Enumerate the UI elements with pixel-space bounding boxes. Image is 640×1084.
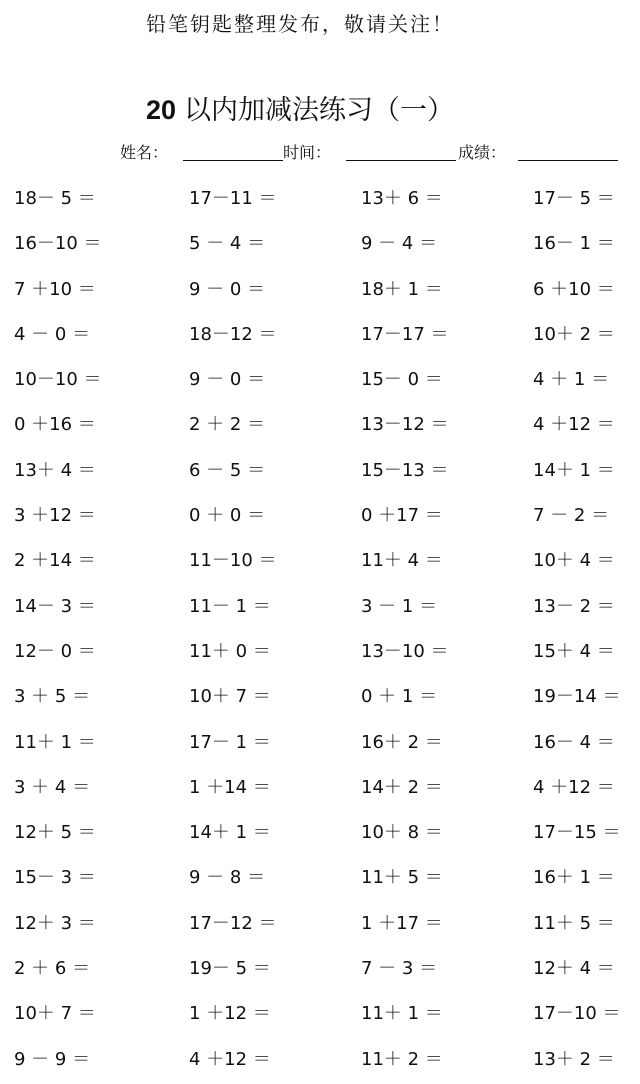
problem-item: 11－10 ＝ <box>189 550 277 572</box>
time-blank[interactable] <box>346 160 456 161</box>
problem-item: 13＋ 2 ＝ <box>533 1048 615 1070</box>
problem-row <box>0 495 640 540</box>
problem-item: 10－10 ＝ <box>14 369 102 391</box>
problem-item: 4 ＋12 ＝ <box>533 776 615 798</box>
problem-item: 12＋ 4 ＝ <box>533 958 615 980</box>
problem-item: 14＋ 2 ＝ <box>361 776 443 798</box>
student-info-line <box>120 140 630 166</box>
problem-item: 16＋ 2 ＝ <box>361 731 443 753</box>
problem-item: 11＋ 0 ＝ <box>189 640 271 662</box>
problem-item: 10＋ 4 ＝ <box>533 550 615 572</box>
problem-row <box>0 450 640 495</box>
problem-row <box>0 903 640 948</box>
problem-row <box>0 631 640 676</box>
problem-item: 19－ 5 ＝ <box>189 958 271 980</box>
problem-row <box>0 586 640 631</box>
problem-item: 5 － 4 ＝ <box>189 233 266 255</box>
problem-item: 9 － 9 ＝ <box>14 1048 91 1070</box>
problem-item: 11＋ 2 ＝ <box>361 1048 443 1070</box>
problem-item: 16－10 ＝ <box>14 233 102 255</box>
problem-row <box>0 722 640 767</box>
worksheet-title <box>0 88 600 127</box>
problem-item: 18－ 5 ＝ <box>14 188 96 209</box>
problem-item: 11＋ 5 ＝ <box>361 867 443 889</box>
problem-row <box>0 857 640 902</box>
problem-item: 1 ＋14 ＝ <box>189 776 271 798</box>
problem-item: 2 ＋14 ＝ <box>14 550 96 572</box>
problem-item: 4 － 0 ＝ <box>14 323 91 345</box>
problem-item: 3 － 1 ＝ <box>361 595 438 617</box>
problem-item: 14＋ 1 ＝ <box>533 459 615 481</box>
problem-item: 12－ 0 ＝ <box>14 640 96 662</box>
problem-item: 16＋ 1 ＝ <box>533 867 615 889</box>
problem-item: 12＋ 5 ＝ <box>14 822 96 844</box>
problem-item: 6 ＋10 ＝ <box>533 278 615 300</box>
problem-item: 15＋ 4 ＝ <box>533 640 615 662</box>
problem-item: 6 － 5 ＝ <box>189 459 266 481</box>
problem-item: 4 ＋12 ＝ <box>189 1048 271 1070</box>
problem-item: 15－ 3 ＝ <box>14 867 96 889</box>
problem-item: 15－ 0 ＝ <box>361 369 443 391</box>
problem-row <box>0 676 640 721</box>
problem-item: 0 ＋ 0 ＝ <box>189 505 266 527</box>
problem-item: 18＋ 1 ＝ <box>361 278 443 300</box>
problem-item: 0 ＋17 ＝ <box>361 505 443 527</box>
problem-row <box>0 269 640 314</box>
problem-item: 11－ 1 ＝ <box>189 595 271 617</box>
problem-item: 18－12 ＝ <box>189 323 277 345</box>
problem-item: 2 ＋ 6 ＝ <box>14 958 91 980</box>
problem-item: 0 ＋ 1 ＝ <box>361 686 438 708</box>
problem-item: 17－12 ＝ <box>189 912 277 934</box>
problem-item: 14－ 3 ＝ <box>14 595 96 617</box>
problem-row <box>0 812 640 857</box>
problem-item: 17－ 5 ＝ <box>533 188 615 209</box>
title-text: 以内加减法练习（一） <box>184 95 455 126</box>
problem-row <box>0 404 640 449</box>
problem-item: 13－12 ＝ <box>361 414 449 436</box>
publisher-banner: 铅笔钥匙整理发布，敬请关注！ <box>146 12 454 36</box>
problem-row <box>0 223 640 268</box>
problem-item: 7 ＋10 ＝ <box>14 278 96 300</box>
problem-item: 15－13 ＝ <box>361 459 449 481</box>
name-blank[interactable] <box>183 160 283 161</box>
problem-item: 9 － 8 ＝ <box>189 867 266 889</box>
problem-item: 7 － 3 ＝ <box>361 958 438 980</box>
problem-item: 13－ 2 ＝ <box>533 595 615 617</box>
problem-item: 1 ＋12 ＝ <box>189 1003 271 1025</box>
problem-item: 4 ＋12 ＝ <box>533 414 615 436</box>
problem-item: 11＋ 5 ＝ <box>533 912 615 934</box>
problem-item: 16－ 1 ＝ <box>533 233 615 255</box>
problem-item: 11＋ 1 ＝ <box>361 1003 443 1025</box>
problem-row <box>0 993 640 1038</box>
problem-item: 1 ＋17 ＝ <box>361 912 443 934</box>
time-label: 时间： <box>283 143 332 162</box>
problem-item: 10＋ 8 ＝ <box>361 822 443 844</box>
problem-item: 10＋ 7 ＝ <box>189 686 271 708</box>
problem-item: 13－10 ＝ <box>361 640 449 662</box>
problem-item: 12＋ 3 ＝ <box>14 912 96 934</box>
problem-row <box>0 314 640 359</box>
problem-item: 4 ＋ 1 ＝ <box>533 369 610 391</box>
problem-row <box>0 948 640 993</box>
problem-row <box>0 540 640 585</box>
problem-item: 14＋ 1 ＝ <box>189 822 271 844</box>
score-label: 成绩： <box>458 143 507 162</box>
problem-item: 9 － 0 ＝ <box>189 278 266 300</box>
problem-item: 17－17 ＝ <box>361 323 449 345</box>
problem-row <box>0 359 640 404</box>
problem-item: 11＋ 4 ＝ <box>361 550 443 572</box>
problem-item: 0 ＋16 ＝ <box>14 414 96 436</box>
problem-item: 16－ 4 ＝ <box>533 731 615 753</box>
problem-item: 9 － 4 ＝ <box>361 233 438 255</box>
problem-item: 10＋ 7 ＝ <box>14 1003 96 1025</box>
problem-item: 17－ 1 ＝ <box>189 731 271 753</box>
score-blank[interactable] <box>518 160 618 161</box>
problem-row <box>0 767 640 812</box>
problem-item: 19－14 ＝ <box>533 686 621 708</box>
title-number: 20 <box>145 95 177 125</box>
problem-item: 3 ＋ 5 ＝ <box>14 686 91 708</box>
problem-item: 3 ＋12 ＝ <box>14 505 96 527</box>
problem-item: 3 ＋ 4 ＝ <box>14 776 91 798</box>
problem-item: 17－11 ＝ <box>189 188 277 209</box>
problem-item: 17－10 ＝ <box>533 1003 621 1025</box>
problem-grid <box>0 178 640 1084</box>
problem-row <box>0 1039 640 1084</box>
problem-row <box>0 178 640 223</box>
problem-item: 10＋ 2 ＝ <box>533 323 615 345</box>
problem-item: 13＋ 4 ＝ <box>14 459 96 481</box>
problem-item: 7 － 2 ＝ <box>533 505 610 527</box>
problem-item: 17－15 ＝ <box>533 822 621 844</box>
name-label: 姓名： <box>120 143 169 162</box>
problem-item: 2 ＋ 2 ＝ <box>189 414 266 436</box>
problem-item: 11＋ 1 ＝ <box>14 731 96 753</box>
problem-item: 9 － 0 ＝ <box>189 369 266 391</box>
problem-item: 13＋ 6 ＝ <box>361 188 443 209</box>
